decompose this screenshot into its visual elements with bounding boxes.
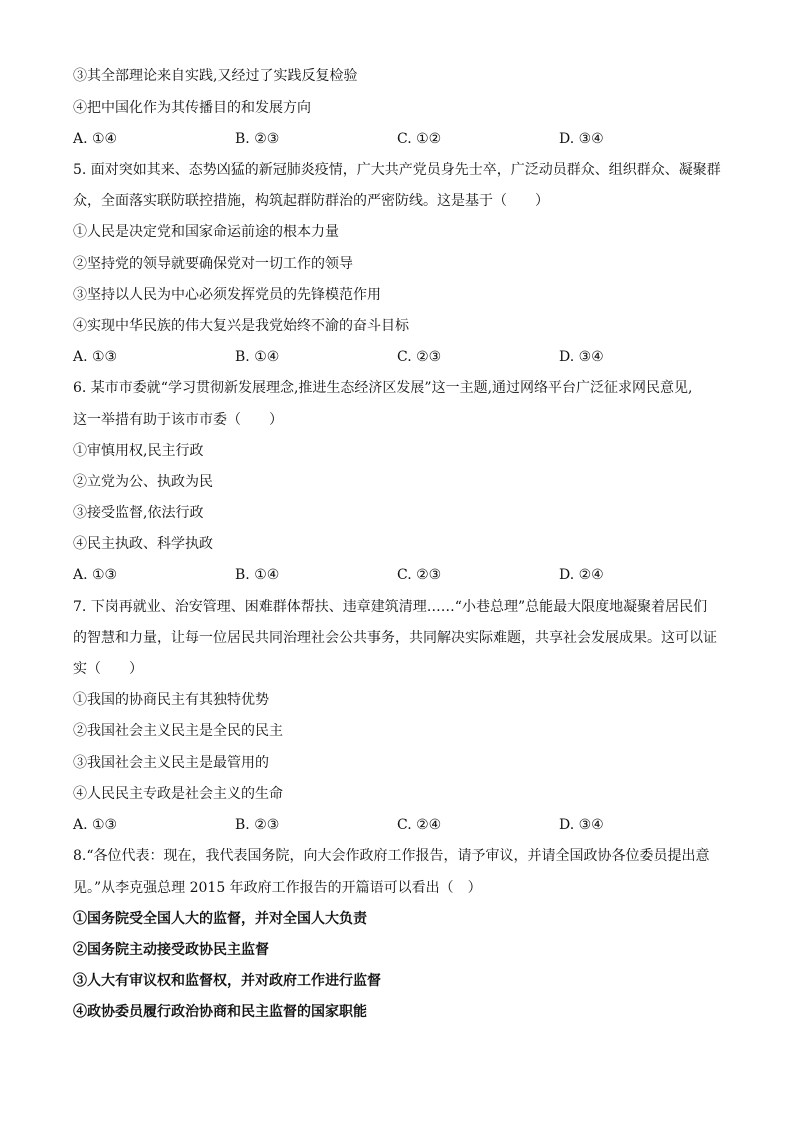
q6-option-d[interactable]: D. ②④ [559, 567, 604, 583]
q5-item-1: ①人民是决定党和国家命运前途的根本力量 [73, 224, 339, 240]
q8-stem-line-2: 见。”从李克强总理 2015 年政府工作报告的开篇语可以看出（ ） [73, 880, 482, 896]
q4-option-b[interactable]: B. ②③ [235, 131, 280, 147]
q7-options [73, 815, 733, 835]
q6-item-3: ③接受监督,依法行政 [73, 505, 204, 521]
q6-option-a[interactable]: A. ①③ [73, 567, 118, 583]
q6-option-c[interactable]: C. ②③ [397, 567, 442, 583]
q7-option-d[interactable]: D. ③④ [559, 817, 604, 833]
q5-item-2: ②坚持党的领导就要确保党对一切工作的领导 [73, 256, 353, 272]
q7-stem-line-1: 7. 下岗再就业、治安管理、困难群体帮扶、违章建筑清理……“小巷总理”总能最大限度地凝聚着居民们 [73, 599, 708, 615]
q7-item-4: ④人民民主专政是社会主义的生命 [73, 786, 283, 802]
q8-stem-line-1: 8.“各位代表：现在，我代表国务院，向大会作政府工作报告，请予审议，并请全国政协各位委员提出意 [73, 848, 710, 864]
q6-item-2: ②立党为公、执政为民 [73, 474, 213, 490]
q5-item-4: ④实现中华民族的伟大复兴是我党始终不渝的奋斗目标 [73, 318, 409, 334]
q6-options [73, 565, 733, 585]
q4-option-a[interactable]: A. ①④ [73, 131, 118, 147]
q7-item-2: ②我国社会主义民主是全民的民主 [73, 723, 283, 739]
q6-stem-line-2: 这一举措有助于该市市委（ ） [73, 412, 283, 428]
q5-options [73, 347, 733, 367]
q4-option-c[interactable]: C. ①② [397, 131, 442, 147]
q5-stem-line-1: 5. 面对突如其来、态势凶猛的新冠肺炎疫情，广大共产党员身先士卒，广泛动员群众、组织群众、凝聚群 [73, 162, 721, 178]
q5-stem-line-2: 众，全面落实联防联控措施，构筑起群防群治的严密防线。这是基于（ ） [73, 193, 549, 209]
q5-item-3: ③坚持以人民为中心必须发挥党员的先锋模范作用 [73, 287, 381, 303]
q4-item-3: ③其全部理论来自实践,又经过了实践反复检验 [73, 68, 358, 84]
q4-options [73, 129, 733, 149]
q7-item-1: ①我国的协商民主有其独特优势 [73, 692, 269, 708]
q7-option-c[interactable]: C. ②④ [397, 817, 442, 833]
q8-item-2: ②国务院主动接受政协民主监督 [73, 942, 269, 958]
q6-item-4: ④民主执政、科学执政 [73, 536, 213, 552]
q5-option-d[interactable]: D. ③④ [559, 349, 604, 365]
q7-stem-line-2: 的智慧和力量，让每一位居民共同治理社会公共事务，共同解决实际难题，共享社会发展成果。这可以证 [73, 630, 717, 646]
q8-item-1: ①国务院受全国人大的监督，并对全国人大负责 [73, 911, 367, 927]
q6-item-1: ①审慎用权,民主行政 [73, 443, 204, 459]
q6-stem-line-1: 6. 某市市委就“学习贯彻新发展理念,推进生态经济区发展”这一主题,通过网络平台广泛征求网民意见, [73, 380, 693, 396]
q7-stem-line-3: 实（ ） [73, 661, 143, 677]
q7-option-a[interactable]: A. ①③ [73, 817, 118, 833]
q5-option-c[interactable]: C. ②③ [397, 349, 442, 365]
q5-option-a[interactable]: A. ①③ [73, 349, 118, 365]
q7-item-3: ③我国社会主义民主是最管用的 [73, 755, 269, 771]
q8-item-4: ④政协委员履行政治协商和民主监督的国家职能 [73, 1004, 367, 1020]
q4-option-d[interactable]: D. ③④ [559, 131, 604, 147]
q8-item-3: ③人大有审议权和监督权，并对政府工作进行监督 [73, 973, 381, 989]
q5-option-b[interactable]: B. ①④ [235, 349, 280, 365]
q4-item-4: ④把中国化作为其传播目的和发展方向 [73, 100, 311, 116]
q6-option-b[interactable]: B. ①④ [235, 567, 280, 583]
q7-option-b[interactable]: B. ②③ [235, 817, 280, 833]
